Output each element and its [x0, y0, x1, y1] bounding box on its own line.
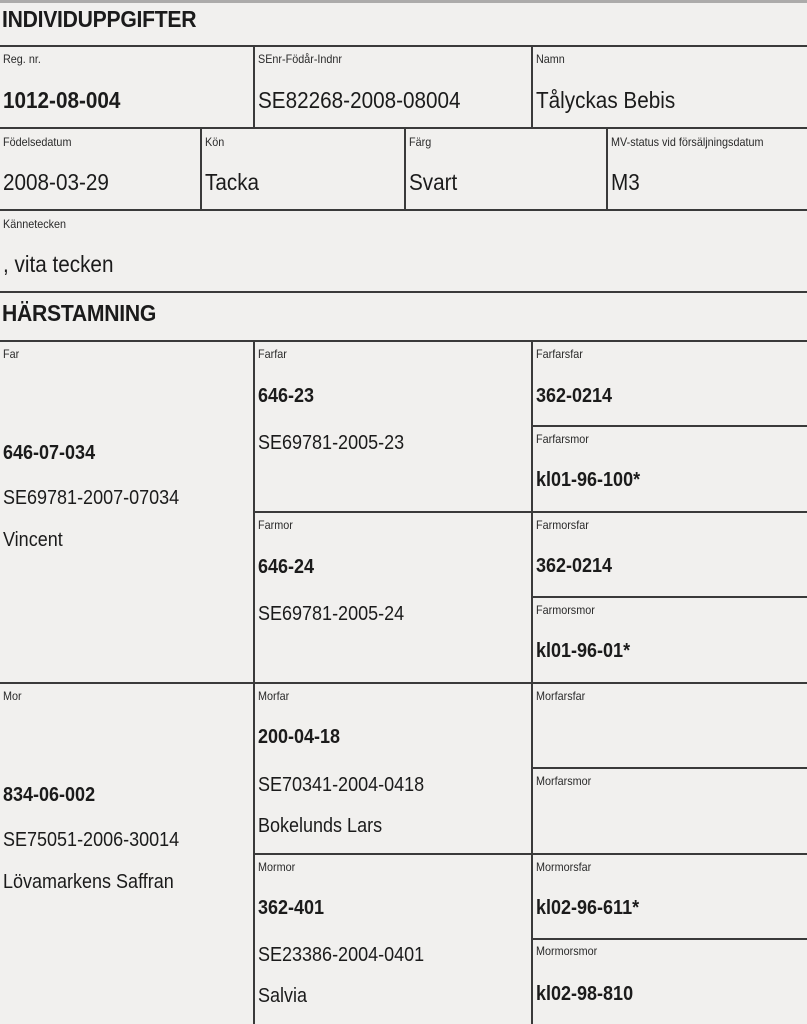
- far-senr: SE69781-2007-07034: [3, 487, 180, 509]
- divider: [531, 45, 533, 127]
- farfarsmor-id: kl01-96-100*: [536, 469, 641, 491]
- farmor-id: 646-24: [258, 556, 315, 578]
- divider: [531, 938, 807, 940]
- farmorsfar-id: 362-0214: [536, 555, 613, 577]
- reg-label: Reg. nr.: [3, 52, 41, 66]
- marks-label: Kännetecken: [3, 217, 67, 231]
- divider: [531, 767, 807, 769]
- mor-name: Lövamarkens Saffran: [3, 871, 174, 893]
- section-heading-pedigree: HÄRSTAMNING: [2, 300, 157, 326]
- section-heading-individual: INDIVIDUPPGIFTER: [2, 6, 197, 32]
- mor-senr: SE75051-2006-30014: [3, 829, 180, 851]
- mv-status-label: MV-status vid försäljningsdatum: [611, 135, 764, 149]
- far-id: 646-07-034: [3, 442, 96, 464]
- mormorsfar-label: Mormorsfar: [536, 860, 592, 874]
- morfarsmor-label: Morfarsmor: [536, 774, 592, 788]
- divider: [0, 209, 807, 211]
- birth-value: 2008-03-29: [3, 169, 109, 195]
- reg-value: 1012-08-004: [3, 87, 121, 113]
- morfar-label: Morfar: [258, 689, 290, 703]
- color-label: Färg: [409, 135, 432, 149]
- name-value: Tålyckas Bebis: [536, 87, 676, 113]
- divider: [253, 853, 807, 855]
- divider: [0, 45, 807, 47]
- divider: [531, 596, 807, 598]
- senr-label: SEnr-Födår-Indnr: [258, 52, 343, 66]
- morfar-senr: SE70341-2004-0418: [258, 774, 425, 796]
- divider: [0, 340, 807, 342]
- farfar-id: 646-23: [258, 385, 315, 407]
- mormor-name: Salvia: [258, 985, 308, 1007]
- mormor-id: 362-401: [258, 897, 325, 919]
- farmorsmor-label: Farmorsmor: [536, 603, 595, 617]
- farmor-label: Farmor: [258, 518, 293, 532]
- birth-label: Födelsedatum: [3, 135, 72, 149]
- mormorsmor-label: Mormorsmor: [536, 944, 598, 958]
- mormor-senr: SE23386-2004-0401: [258, 944, 425, 966]
- farmor-senr: SE69781-2005-24: [258, 603, 405, 625]
- farfarsfar-label: Farfarsfar: [536, 347, 583, 361]
- farfarsmor-label: Farfarsmor: [536, 432, 589, 446]
- divider: [0, 682, 807, 684]
- mormorsmor-id: kl02-98-810: [536, 983, 634, 1005]
- marks-value: , vita tecken: [3, 251, 114, 277]
- morfarsfar-label: Morfarsfar: [536, 689, 586, 703]
- divider: [253, 511, 807, 513]
- name-label: Namn: [536, 52, 565, 66]
- divider: [0, 291, 807, 293]
- top-rule: [0, 0, 807, 3]
- divider: [606, 127, 608, 209]
- farfarsfar-id: 362-0214: [536, 385, 613, 407]
- mor-id: 834-06-002: [3, 784, 96, 806]
- farfar-senr: SE69781-2005-23: [258, 432, 405, 454]
- senr-value: SE82268-2008-08004: [258, 87, 461, 113]
- divider: [200, 127, 202, 209]
- color-value: Svart: [409, 169, 458, 195]
- sex-label: Kön: [205, 135, 225, 149]
- sex-value: Tacka: [205, 169, 260, 195]
- divider: [531, 340, 533, 1024]
- divider: [404, 127, 406, 209]
- far-label: Far: [3, 347, 20, 361]
- morfar-id: 200-04-18: [258, 726, 341, 748]
- farfar-label: Farfar: [258, 347, 287, 361]
- morfar-name: Bokelunds Lars: [258, 815, 383, 837]
- divider: [253, 340, 255, 1024]
- mormorsfar-id: kl02-96-611*: [536, 897, 640, 919]
- mv-status-value: M3: [611, 169, 640, 195]
- mor-label: Mor: [3, 689, 22, 703]
- farmorsmor-id: kl01-96-01*: [536, 640, 631, 662]
- mormor-label: Mormor: [258, 860, 296, 874]
- farmorsfar-label: Farmorsfar: [536, 518, 589, 532]
- far-name: Vincent: [3, 529, 63, 551]
- divider: [253, 45, 255, 127]
- divider: [531, 425, 807, 427]
